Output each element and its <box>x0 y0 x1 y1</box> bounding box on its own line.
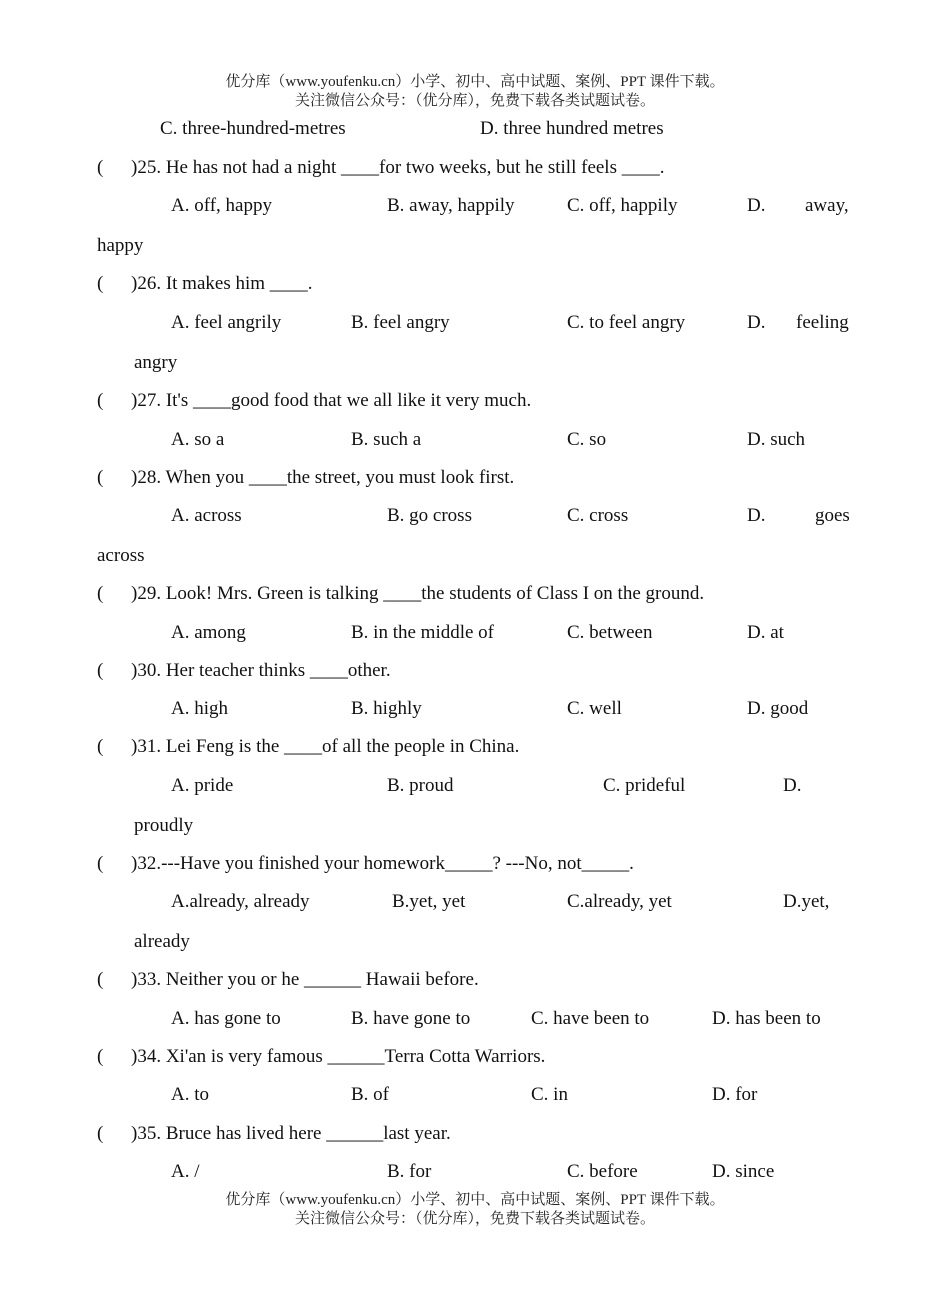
option-c: C. in <box>531 1084 568 1105</box>
option-d-continuation: angry <box>134 352 178 373</box>
answer-bracket[interactable]: ( <box>97 1123 104 1144</box>
option-d-continuation: happy <box>97 235 144 256</box>
option-c: C. off, happily <box>567 195 678 216</box>
option-a: A. across <box>171 505 242 526</box>
answer-bracket[interactable]: ( <box>97 736 104 757</box>
option-a: A. so a <box>171 429 225 450</box>
answer-bracket[interactable]: ( <box>97 1046 104 1067</box>
option-d-label: D.yet, <box>783 891 830 912</box>
option-b: B. feel angry <box>351 312 450 333</box>
page-header-line-1: 优分库（www.youfenku.cn）小学、初中、高中试题、案例、PPT 课件下载。 <box>225 74 725 90</box>
option-a: A. off, happy <box>171 195 272 216</box>
option-d-label: D. <box>783 775 802 796</box>
option-d: D. at <box>747 622 784 643</box>
option-d-label: D. <box>747 505 766 526</box>
option-c: C. well <box>567 698 622 719</box>
option-d: D. for <box>712 1084 758 1105</box>
q24-option-c: C. three-hundred-metres <box>160 118 346 139</box>
option-d-label: D. <box>747 312 766 333</box>
option-a: A. has gone to <box>171 1008 281 1029</box>
option-b: B.yet, yet <box>392 891 466 912</box>
option-a: A. to <box>171 1084 209 1105</box>
option-d-continuation: proudly <box>134 815 194 836</box>
answer-bracket[interactable]: ( <box>97 467 104 488</box>
option-c: C. before <box>567 1161 638 1182</box>
question-stem: )35. Bruce has lived here ______last year. <box>131 1123 451 1144</box>
option-d: D. good <box>747 698 809 719</box>
option-a: A. / <box>171 1161 200 1182</box>
question-stem: )29. Look! Mrs. Green is talking ____the students of Class I on the ground. <box>131 583 705 604</box>
option-a: A. high <box>171 698 228 719</box>
option-d-text: away, <box>805 195 849 216</box>
answer-bracket[interactable]: ( <box>97 583 104 604</box>
option-b: B. proud <box>387 775 454 796</box>
option-b: B. away, happily <box>387 195 515 216</box>
option-a: A. feel angrily <box>171 312 282 333</box>
answer-bracket[interactable]: ( <box>97 853 104 874</box>
option-b: B. highly <box>351 698 422 719</box>
option-a: A.already, already <box>171 891 310 912</box>
answer-bracket[interactable]: ( <box>97 273 104 294</box>
answer-bracket[interactable]: ( <box>97 969 104 990</box>
option-c: C. cross <box>567 505 629 526</box>
page-header-line-2: 关注微信公众号：（优分库），免费下载各类试题试卷。 <box>294 93 655 109</box>
question-stem: )31. Lei Feng is the ____of all the people in China. <box>131 736 520 757</box>
option-b: B. such a <box>351 429 422 450</box>
answer-bracket[interactable]: ( <box>97 390 104 411</box>
option-c: C. so <box>567 429 607 450</box>
page-footer-line-2: 关注微信公众号：（优分库），免费下载各类试题试卷。 <box>294 1211 655 1227</box>
option-c: C. between <box>567 622 653 643</box>
question-stem: )26. It makes him ____. <box>131 273 313 294</box>
question-stem: )28. When you ____the street, you must look first. <box>131 467 515 488</box>
option-b: B. go cross <box>387 505 472 526</box>
option-b: B. of <box>351 1084 389 1105</box>
question-stem: )30. Her teacher thinks ____other. <box>131 660 391 681</box>
answer-bracket[interactable]: ( <box>97 157 104 178</box>
option-c: C. to feel angry <box>567 312 686 333</box>
option-d-continuation: already <box>134 931 190 952</box>
option-d-text: feeling <box>796 312 849 333</box>
option-d-continuation: across <box>97 545 145 566</box>
option-a: A. among <box>171 622 246 643</box>
option-c: C.already, yet <box>567 891 672 912</box>
option-d: D. such <box>747 429 806 450</box>
answer-bracket[interactable]: ( <box>97 660 104 681</box>
option-b: B. for <box>387 1161 432 1182</box>
question-stem: )33. Neither you or he ______ Hawaii before. <box>131 969 479 990</box>
page-footer-line-1: 优分库（www.youfenku.cn）小学、初中、高中试题、案例、PPT 课件下载。 <box>225 1192 725 1208</box>
option-d-text: goes <box>815 505 850 526</box>
question-stem: )25. He has not had a night ____for two weeks, but he still feels ____. <box>131 157 665 178</box>
option-d-label: D. <box>747 195 766 216</box>
option-c: C. prideful <box>603 775 686 796</box>
option-d: D. since <box>712 1161 775 1182</box>
option-b: B. in the middle of <box>351 622 495 643</box>
question-stem: )34. Xi'an is very famous ______Terra Cotta Warriors. <box>131 1046 546 1067</box>
q24-option-d: D. three hundred metres <box>480 118 664 139</box>
option-b: B. have gone to <box>351 1008 471 1029</box>
option-a: A. pride <box>171 775 234 796</box>
option-c: C. have been to <box>531 1008 650 1029</box>
question-stem: )32.---Have you finished your homework_____? ---No, not_____. <box>131 853 634 874</box>
question-stem: )27. It's ____good food that we all like it very much. <box>131 390 532 411</box>
option-d: D. has been to <box>712 1008 821 1029</box>
